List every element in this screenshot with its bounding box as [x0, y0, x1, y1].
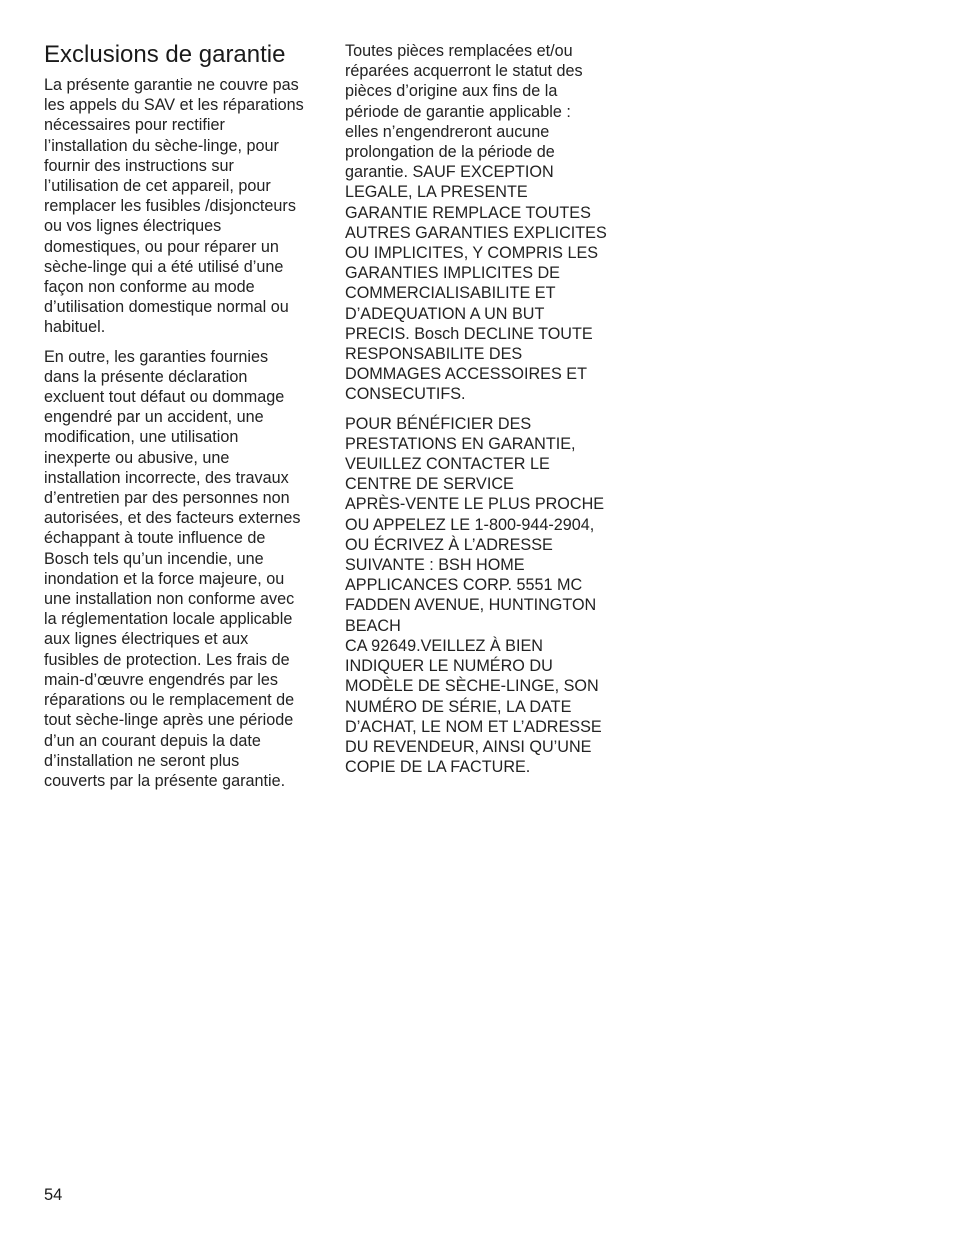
text-line: GARANTIES IMPLICITES DE — [345, 264, 560, 283]
text-line: installation incorrecte, des travaux — [44, 468, 289, 487]
text-line: les appels du SAV et les réparations — [44, 96, 304, 115]
left-paragraph-2 — [44, 347, 312, 791]
text-line: SUIVANTE : BSH HOME — [345, 556, 525, 575]
text-line: la réglementation locale applicable — [44, 610, 293, 629]
text-line: CA 92649.VEILLEZ À BIEN — [345, 636, 543, 655]
text-line: D’ACHAT, LE NOM ET L’ADRESSE — [345, 717, 602, 736]
text-line: une installation non conforme avec — [44, 590, 295, 609]
text-line: FADDEN AVENUE, HUNTINGTON — [345, 596, 597, 615]
text-line: façon non conforme au mode — [44, 278, 255, 297]
text-line: dans la présente déclaration — [44, 367, 248, 386]
right-paragraph-1 — [345, 41, 613, 405]
text-line: couverts par la présente garantie. — [44, 771, 286, 790]
text-line: d’entretien par des personnes non — [44, 489, 290, 508]
text-line: LEGALE, LA PRESENTE — [345, 183, 528, 202]
text-line: garantie. SAUF EXCEPTION — [345, 163, 554, 182]
text-line: inondation et la force majeure, ou — [44, 569, 285, 588]
text-line: main-d’œuvre engendrés par les — [44, 670, 278, 689]
text-line: prolongation de la période de — [345, 143, 555, 162]
right-column — [345, 41, 613, 786]
text-line: réparations ou le remplacement de — [44, 691, 295, 710]
text-line: DU REVENDEUR, AINSI QU’UNE — [345, 737, 592, 756]
text-line: DOMMAGES ACCESSOIRES ET — [345, 365, 587, 384]
section-title: Exclusions de garantie — [44, 41, 286, 68]
text-line: APRÈS-VENTE LE PLUS PROCHE — [345, 495, 605, 514]
text-line: l’installation du sèche-linge, pour — [44, 136, 279, 155]
text-line: pièces d’origine aux fins de la — [345, 82, 558, 101]
text-line: d’installation ne seront plus — [44, 751, 240, 770]
left-column — [44, 40, 312, 800]
text-line: nécessaires pour rectifier — [44, 116, 225, 135]
text-line: inexperte ou abusive, une — [44, 448, 230, 467]
text-line: échappant à toute influence de — [44, 529, 266, 548]
text-line: engendré par un accident, une — [44, 408, 264, 427]
text-line: d’un an courant depuis la date — [44, 731, 261, 750]
text-line: GARANTIE REMPLACE TOUTES — [345, 203, 591, 222]
page-number: 54 — [44, 1186, 63, 1204]
text-line: NUMÉRO DE SÉRIE, LA DATE — [345, 697, 572, 716]
text-line: BEACH — [345, 616, 401, 635]
text-line: période de garantie applicable : — [345, 102, 571, 121]
text-line: Toutes pièces remplacées et/ou — [345, 42, 573, 60]
text-line: OU ÉCRIVEZ À L’ADRESSE — [345, 535, 553, 554]
text-line: CONSECUTIFS. — [345, 385, 466, 404]
text-line: remplacer les fusibles /disjoncteurs — [44, 197, 296, 216]
text-line: OU IMPLICITES, Y COMPRIS LES — [345, 244, 599, 263]
text-line: VEUILLEZ CONTACTER LE — [345, 455, 550, 474]
text-line: COMMERCIALISABILITE ET — [345, 284, 556, 303]
text-line: La présente garantie ne couvre pas — [44, 76, 299, 94]
text-line: En outre, les garanties fournies — [44, 347, 269, 366]
text-line: AUTRES GARANTIES EXPLICITES — [345, 223, 607, 242]
text-line: modification, une utilisation — [44, 428, 239, 447]
left-paragraph-1 — [44, 75, 312, 338]
text-line: COPIE DE LA FACTURE. — [345, 758, 531, 777]
text-line: domestiques, ou pour réparer un — [44, 237, 279, 256]
text-line: tout sèche-linge après une période — [44, 711, 294, 730]
text-line: PRESTATIONS EN GARANTIE, — [345, 434, 576, 453]
text-line: fournir des instructions sur — [44, 156, 234, 175]
text-line: APPLICANCES CORP. 5551 MC — [345, 576, 583, 595]
text-line: INDIQUER LE NUMÉRO DU — [345, 657, 553, 676]
text-line: CENTRE DE SERVICE — [345, 475, 514, 494]
text-line: elles n’engendreront aucune — [345, 122, 550, 141]
text-line: aux lignes électriques et aux — [44, 630, 249, 649]
text-line: autorisées, et des facteurs externes — [44, 509, 301, 528]
text-line: OU APPELEZ LE 1-800-944-2904, — [345, 515, 595, 534]
text-line: sèche-linge qui a été utilisé d’une — [44, 257, 284, 276]
text-line: Bosch tels qu’un incendie, une — [44, 549, 264, 568]
text-line: MODÈLE DE SÈCHE-LINGE, SON — [345, 677, 599, 696]
text-line: réparées acquerront le statut des — [345, 62, 583, 81]
text-line: l’utilisation de cet appareil, pour — [44, 177, 271, 196]
text-line: RESPONSABILITE DES — [345, 345, 523, 364]
right-paragraph-2 — [345, 414, 613, 778]
text-line: fusibles de protection. Les frais de — [44, 650, 290, 669]
text-line: POUR BÉNÉFICIER DES — [345, 414, 532, 433]
text-line: ou vos lignes électriques — [44, 217, 222, 236]
text-line: d’utilisation domestique normal ou — [44, 298, 289, 317]
text-line: D’ADEQUATION A UN BUT — [345, 304, 545, 323]
text-line: excluent tout défaut ou dommage — [44, 388, 285, 407]
text-line: PRECIS. Bosch DECLINE TOUTE — [345, 324, 593, 343]
text-line: habituel. — [44, 318, 106, 337]
